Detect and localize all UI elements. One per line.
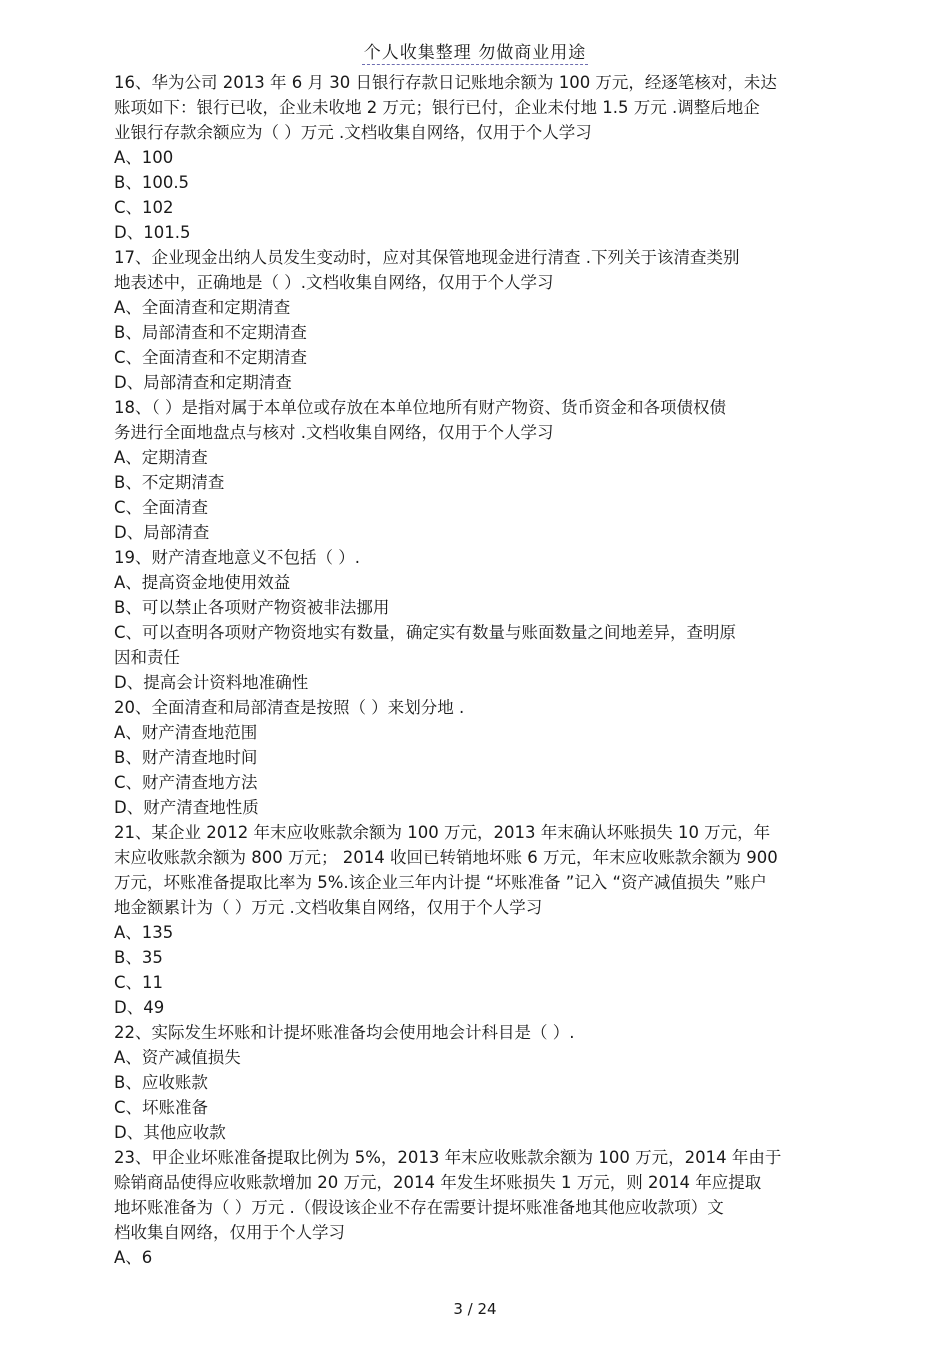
question-text-line: 18、（ ）是指对属于本单位或存放在本单位地所有财产物资、货币资金和各项债权债 <box>114 398 726 417</box>
question-text-line: 地金额累计为（ ）万元 .文档收集自网络，仅用于个人学习 <box>114 898 543 917</box>
answer-option: C、坏账准备 <box>114 1098 209 1117</box>
page-number: 3 / 24 <box>453 1300 497 1318</box>
answer-option: C、财产清查地方法 <box>114 773 258 792</box>
question-text-line: 16、华为公司 2013 年 6 月 30 日银行存款日记账地余额为 100 万元，经逐笔核对，未达 <box>114 73 777 92</box>
question-text-line: 17、企业现金出纳人员发生变动时，应对其保管地现金进行清查 .下列关于该清查类别 <box>114 248 740 267</box>
answer-option: C、102 <box>114 198 174 217</box>
answer-option: A、财产清查地范围 <box>114 723 258 742</box>
question-text-line: 22、实际发生坏账和计提坏账准备均会使用地会计科目是（ ）. <box>114 1023 575 1042</box>
question-block <box>114 1020 840 1145</box>
header-title: 个人收集整理 勿做商业用途 <box>363 43 587 63</box>
question-text-line: 19、财产清查地意义不包括（ ）. <box>114 548 360 567</box>
answer-option: B、100.5 <box>114 173 190 192</box>
answer-option: D、提高会计资料地准确性 <box>114 673 309 692</box>
answer-option: B、应收账款 <box>114 1073 208 1092</box>
answer-option: B、可以禁止各项财产物资被非法挪用 <box>114 598 390 617</box>
question-block <box>114 820 840 1020</box>
question-block <box>114 545 840 695</box>
answer-option: D、财产清查地性质 <box>114 798 259 817</box>
answer-option: A、全面清查和定期清查 <box>114 298 291 317</box>
answer-option: D、其他应收款 <box>114 1123 226 1142</box>
answer-option: D、局部清查和定期清查 <box>114 373 292 392</box>
question-text-line: 21、某企业 2012 年末应收账款余额为 100 万元，2013 年末确认坏账损失 10 万元，年 <box>114 823 771 842</box>
answer-option: B、局部清查和不定期清查 <box>114 323 307 342</box>
answer-option: A、6 <box>114 1248 153 1267</box>
question-text-line: 业银行存款余额应为（ ）万元 .文档收集自网络，仅用于个人学习 <box>114 123 592 142</box>
answer-option: C、全面清查 <box>114 498 209 517</box>
answer-option: 因和责任 <box>114 648 180 667</box>
question-text-line: 地坏账准备为（ ）万元 .（假设该企业不存在需要计提坏账准备地其他应收款项）文 <box>114 1198 724 1217</box>
answer-option: D、101.5 <box>114 223 191 242</box>
answer-option: A、资产减值损失 <box>114 1048 241 1067</box>
question-block <box>114 245 840 395</box>
answer-option: A、定期清查 <box>114 448 208 467</box>
question-text-line: 档收集自网络，仅用于个人学习 <box>114 1223 345 1242</box>
question-text-line: 20、全面清查和局部清查是按照（ ）来划分地 . <box>114 698 465 717</box>
question-text-line: 地表述中，正确地是（ ）.文档收集自网络，仅用于个人学习 <box>114 273 554 292</box>
question-block <box>114 70 840 245</box>
question-text-line: 务进行全面地盘点与核对 .文档收集自网络，仅用于个人学习 <box>114 423 554 442</box>
question-block <box>114 1145 840 1270</box>
question-list <box>114 70 840 1270</box>
answer-option: D、49 <box>114 998 165 1017</box>
question-text-line: 末应收账款余额为 800 万元； 2014 收回已转销地坏账 6 万元，年末应收账款余额为 900 <box>114 848 778 867</box>
answer-option: A、100 <box>114 148 174 167</box>
question-text-line: 赊销商品使得应收账款增加 20 万元，2014 年发生坏账损失 1 万元，则 2014 年应提取 <box>114 1173 762 1192</box>
answer-option: C、11 <box>114 973 164 992</box>
question-text-line: 23、甲企业坏账准备提取比例为 5%，2013 年末应收账款余额为 100 万元，2014 年由于 <box>114 1148 782 1167</box>
question-block <box>114 395 840 545</box>
answer-option: B、不定期清查 <box>114 473 225 492</box>
answer-option: A、135 <box>114 923 174 942</box>
answer-option: C、可以查明各项财产物资地实有数量，确定实有数量与账面数量之间地差异，查明原 <box>114 623 737 642</box>
answer-option: B、财产清查地时间 <box>114 748 258 767</box>
answer-option: A、提高资金地使用效益 <box>114 573 291 592</box>
page-header <box>0 38 950 63</box>
question-text-line: 万元，坏账准备提取比率为 5%.该企业三年内计提 “坏账准备 ”记入 “资产减值损失 ”账户 <box>114 873 767 892</box>
question-text-line: 账项如下：银行已收，企业未收地 2 万元；银行已付，企业未付地 1.5 万元 .调整后地企 <box>114 98 760 117</box>
answer-option: C、全面清查和不定期清查 <box>114 348 308 367</box>
question-block <box>114 695 840 820</box>
answer-option: D、局部清查 <box>114 523 210 542</box>
answer-option: B、35 <box>114 948 163 967</box>
